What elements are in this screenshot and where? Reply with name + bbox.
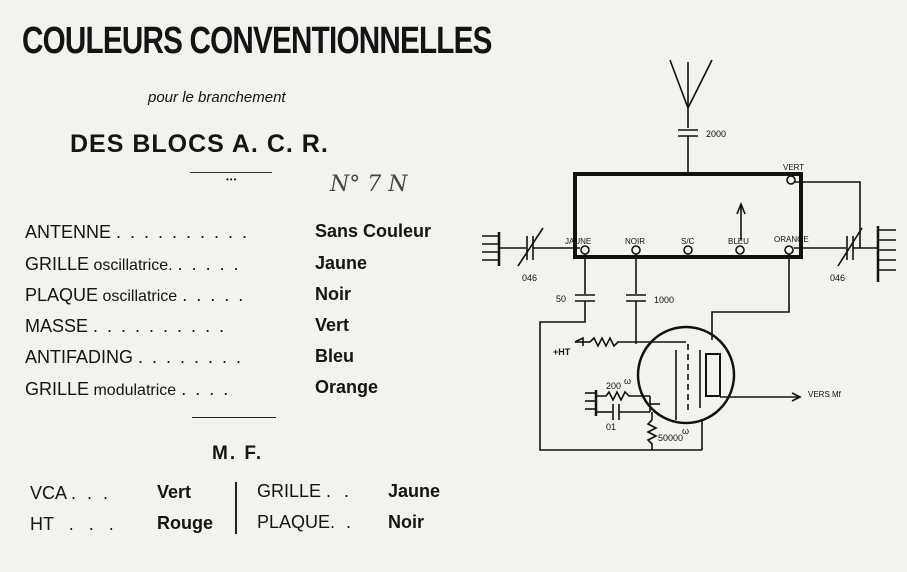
mf-value: Rouge bbox=[157, 513, 213, 533]
mf-title: M. F. bbox=[212, 443, 264, 464]
pin-vert bbox=[787, 176, 795, 184]
mf-value: Vert bbox=[157, 482, 192, 502]
label-ohm-200: ω bbox=[624, 376, 632, 386]
row-dots: . . . . . bbox=[182, 285, 246, 305]
mf-label: HT bbox=[30, 514, 54, 534]
ground-left bbox=[482, 232, 499, 266]
row-label: GRILLE bbox=[25, 379, 90, 399]
row-suffix: modulatrice bbox=[89, 382, 177, 399]
row-value: Bleu bbox=[315, 346, 355, 366]
label-1000: 1000 bbox=[654, 295, 675, 305]
label-sc: S/C bbox=[681, 237, 695, 246]
row-label: PLAQUE bbox=[25, 285, 99, 305]
mf-dots: . bbox=[346, 512, 356, 532]
label-orange: ORANGE bbox=[774, 235, 809, 244]
row-label: MASSE bbox=[25, 316, 89, 336]
label-01: 01 bbox=[606, 422, 617, 432]
pin-orange bbox=[785, 246, 793, 254]
row-label: ANTIFADING bbox=[25, 347, 134, 367]
label-jaune: JAUNE bbox=[565, 237, 592, 246]
label-50000: 50000 bbox=[658, 433, 684, 443]
antenna-symbol bbox=[670, 60, 712, 128]
row-value: Vert bbox=[315, 315, 350, 335]
label-046-right: 046 bbox=[830, 273, 846, 283]
mf-label: PLAQUE. bbox=[257, 512, 336, 532]
label-200: 200 bbox=[606, 381, 622, 391]
row-value: Orange bbox=[315, 377, 379, 397]
row-label: GRILLE bbox=[25, 254, 90, 274]
page-title: COULEURS CONVENTIONNELLES bbox=[22, 20, 492, 62]
row-label: ANTENNE bbox=[25, 222, 112, 242]
pin-jaune bbox=[581, 246, 589, 254]
section-heading: DES BLOCS A. C. R. bbox=[70, 130, 329, 158]
row-value: Jaune bbox=[315, 253, 368, 273]
row-value: Sans Couleur bbox=[315, 221, 432, 241]
ornament-dots: ••• bbox=[226, 175, 238, 184]
row-dots: . . . . . bbox=[177, 254, 241, 274]
ground-cathode bbox=[585, 390, 596, 416]
label-50: 50 bbox=[556, 294, 567, 304]
row-dots: . . . . bbox=[181, 379, 231, 399]
handwritten-note: N° 7 N bbox=[330, 172, 408, 197]
row-dots: . . . . . . . . bbox=[138, 347, 244, 367]
mf-value: Jaune bbox=[388, 481, 441, 501]
pin-noir bbox=[632, 246, 640, 254]
pin-sc bbox=[684, 246, 692, 254]
pin-bleu bbox=[736, 246, 744, 254]
label-vers-mf: VERS Mf bbox=[808, 390, 841, 399]
mf-dots: . . . bbox=[68, 514, 119, 534]
label-vert: VERT bbox=[783, 163, 805, 172]
label-ht: +HT bbox=[553, 347, 571, 357]
mf-value: Noir bbox=[388, 512, 424, 532]
mf-label: GRILLE bbox=[257, 481, 322, 501]
row-suffix: oscillatrice bbox=[98, 288, 178, 305]
label-noir: NOIR bbox=[625, 237, 645, 246]
row-dots: . . . . . . . . . . bbox=[116, 222, 250, 242]
mf-label: VCA bbox=[30, 483, 67, 503]
label-046-left: 046 bbox=[522, 273, 538, 283]
ground-right bbox=[878, 226, 896, 282]
mf-dots: . . bbox=[326, 481, 354, 501]
mf-dots: . . . bbox=[71, 483, 112, 503]
label-2000: 2000 bbox=[706, 129, 727, 139]
row-dots: . . . . . . . . . . bbox=[93, 316, 227, 336]
label-bleu: BLEU bbox=[728, 237, 749, 246]
subtitle: pour le branchement bbox=[148, 89, 286, 106]
capacitor-2000 bbox=[678, 130, 698, 174]
row-suffix: oscillatrice. bbox=[89, 257, 173, 274]
label-ohm-50000: ω bbox=[682, 426, 690, 436]
row-value: Noir bbox=[315, 284, 351, 304]
